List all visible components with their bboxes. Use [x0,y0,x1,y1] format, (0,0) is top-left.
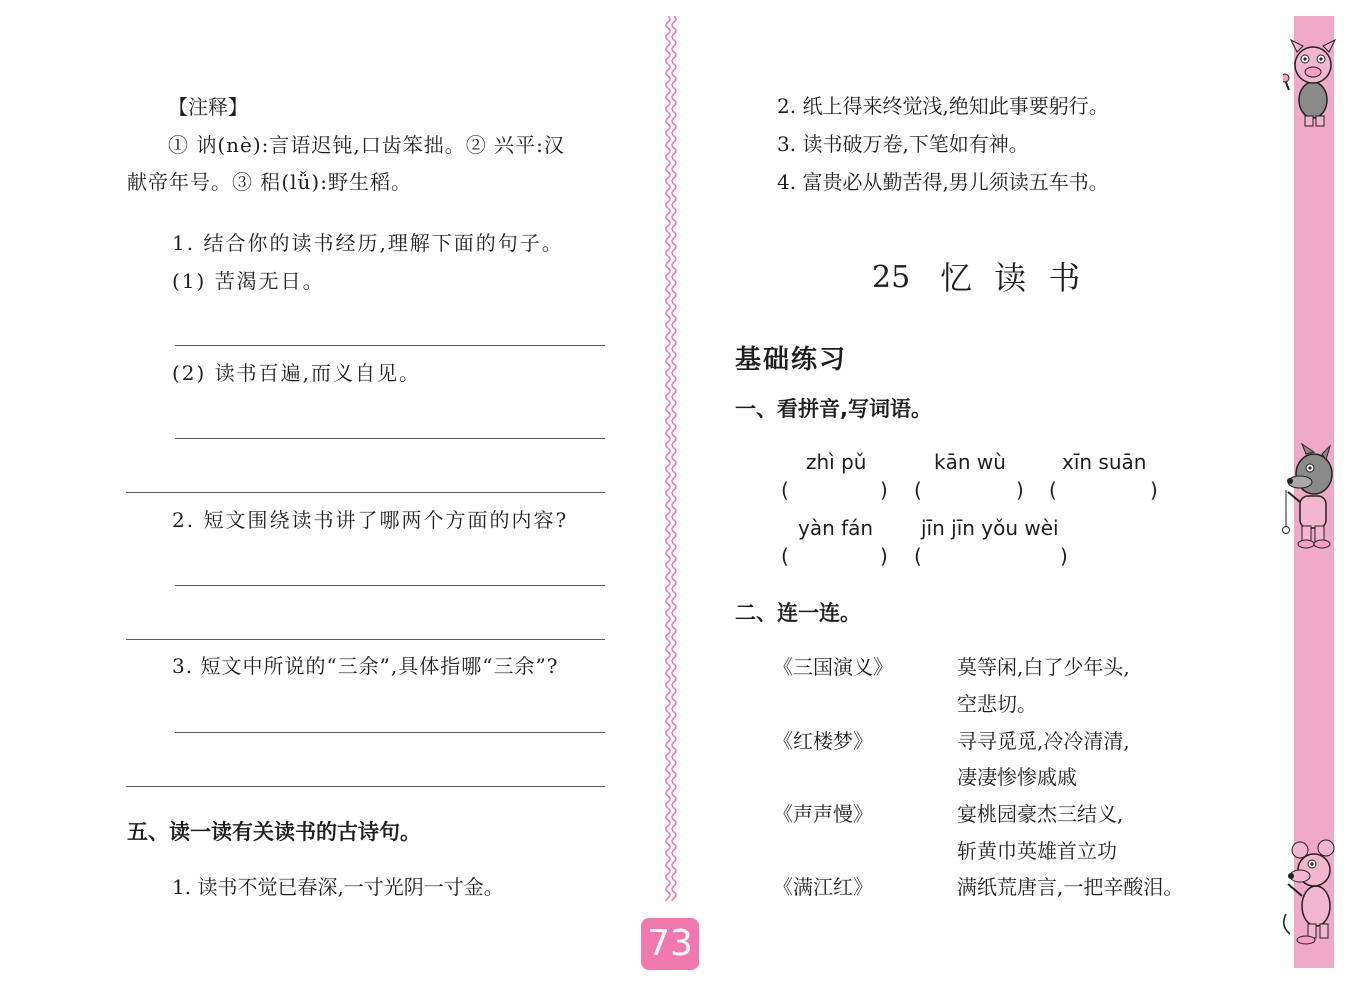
pinyin-2: kān wù [934,450,1006,474]
answer-paren-open: ( [781,544,789,568]
pinyin-3: xīn suān [1062,450,1147,474]
answer-paren-open: ( [781,478,789,502]
lesson-title: 忆 读 书 [940,259,1087,297]
question-1: 1. 结合你的读书经历,理解下面的句子。 [172,231,564,255]
book-1[interactable]: 《三国演义》 [773,655,893,679]
part-2-title: 二、连一连。 [735,601,861,625]
page-number: 73 [641,918,699,970]
answer-line[interactable] [175,732,605,733]
lesson-number: 25 [872,260,911,295]
pinyin-1: zhì pǔ [806,450,867,474]
answer-line[interactable] [175,585,605,586]
answer-line[interactable] [126,639,605,640]
quote-3[interactable]: 宴桃园豪杰三结义, [957,802,1124,826]
question-2: 2. 短文围绕读书讲了哪两个方面的内容? [172,508,569,532]
pinyin-4: yàn fán [798,516,874,540]
answer-paren-close: ) [1016,478,1024,502]
notes-line-1: ① 讷(nè):言语迟钝,口齿笨拙。② 兴平:汉 [168,133,565,157]
pinyin-5: jīn jīn yǒu wèi [921,516,1059,540]
quote-1-cont: 空悲切。 [957,692,1037,716]
poem-line-4: 4. 富贵必从勤苦得,男儿须读五车书。 [777,170,1109,194]
practice-heading: 基础练习 [735,345,848,375]
question-1-sub-1: (1) 苦渴无日。 [172,269,325,293]
notes-heading: 【注释】 [168,95,248,119]
answer-line[interactable] [175,438,605,439]
answer-paren-close: ) [880,544,888,568]
page-divider-wave [663,16,679,901]
quote-1[interactable]: 莫等闲,白了少年头, [957,655,1130,679]
answer-paren-close: ) [1150,478,1158,502]
book-2[interactable]: 《红楼梦》 [773,729,873,753]
poem-line-3: 3. 读书破万卷,下笔如有神。 [777,132,1029,156]
quote-3-cont: 斩黄巾英雄首立功 [957,839,1117,863]
answer-line[interactable] [126,786,605,787]
part-1-title: 一、看拼音,写词语。 [735,397,932,421]
answer-line[interactable] [175,345,605,346]
quote-4[interactable]: 满纸荒唐言,一把辛酸泪。 [957,875,1184,899]
mouse-mascot-icon [1280,836,1344,946]
poem-line-1: 1. 读书不觉已春深,一寸光阴一寸金。 [172,875,504,899]
notes-line-2: 献帝年号。③ 稆(lǚ):野生稻。 [127,170,412,194]
wolf-mascot-icon [1276,440,1344,552]
question-1-sub-2: (2) 读书百遍,而义自见。 [172,361,422,385]
answer-paren-close: ) [880,478,888,502]
pig-mascot-icon [1283,30,1345,130]
question-3: 3. 短文中所说的“三余”,具体指哪“三余”? [172,654,559,678]
answer-paren-open: ( [914,478,922,502]
poem-line-2: 2. 纸上得来终觉浅,绝知此事要躬行。 [777,94,1109,118]
book-4[interactable]: 《满江红》 [773,875,873,899]
book-3[interactable]: 《声声慢》 [773,802,873,826]
quote-2-cont: 凄凄惨惨戚戚 [957,765,1077,789]
quote-2[interactable]: 寻寻觅觅,冷冷清清, [957,729,1130,753]
answer-line[interactable] [126,492,605,493]
section-5-title: 五、读一读有关读书的古诗句。 [127,820,421,844]
answer-paren-close: ) [1060,544,1068,568]
answer-paren-open: ( [914,544,922,568]
answer-paren-open: ( [1049,478,1057,502]
